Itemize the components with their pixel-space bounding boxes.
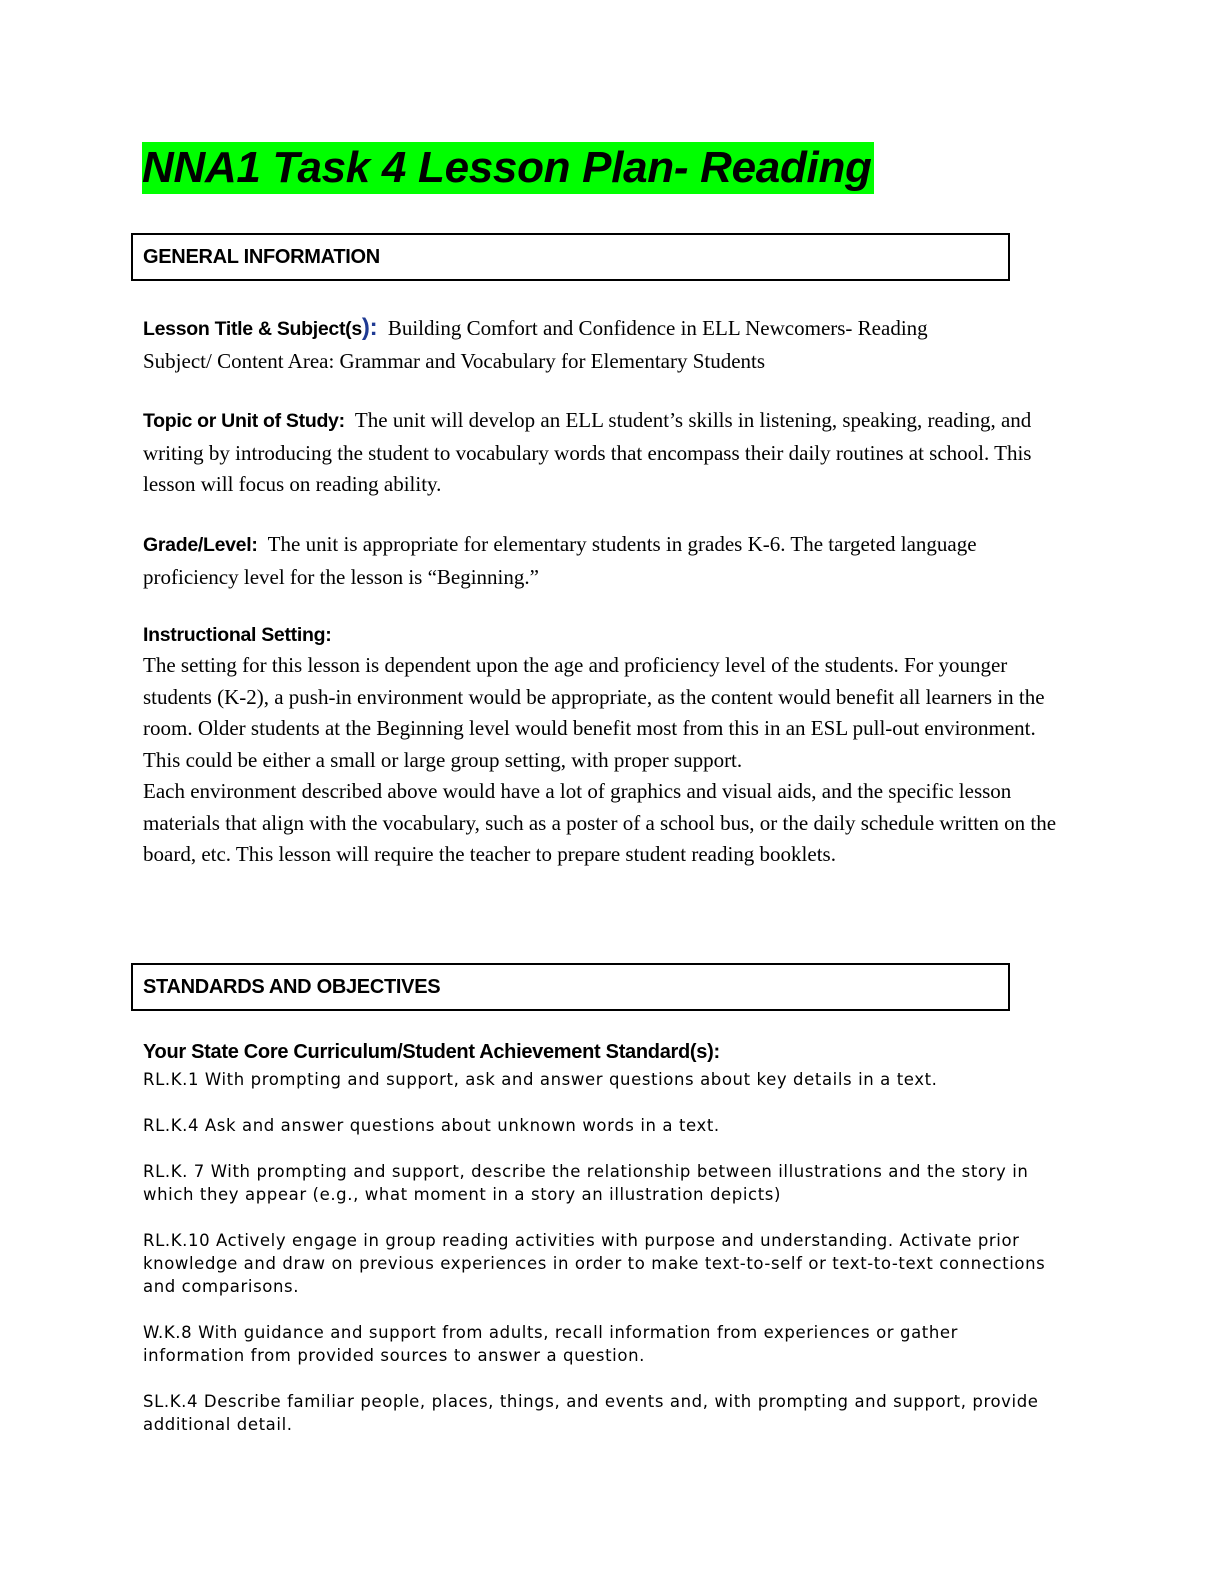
setting-paragraph (143, 650, 1073, 871)
setting-text-1: The setting for this lesson is dependent upon the age and proficiency level of the students. For younger students (K-2), a push-in environment would be appropriate, as the content would benefit all learners in the room. Older students at the Beginning level would benefit most from this in an ESL pull-out environment. This could be either a small or large group setting, with proper support. (143, 653, 1045, 772)
topic-paragraph (143, 405, 1073, 501)
lesson-title-label: Lesson Title & Subject(s): (143, 314, 378, 341)
setting-label-row (143, 619, 1073, 652)
section-header-standards: STANDARDS AND OBJECTIVES (131, 963, 1010, 1011)
standard-item: RL.K. 7 With prompting and support, describe the relationship between illustrations and the story in which they appear (e.g., what moment in a story an illustration depicts) (143, 1162, 1029, 1204)
setting-text-2: Each environment described above would have a lot of graphics and visual aids, and the specific lesson materials that align with the vocabulary, such as a poster of a school bus, or the daily schedule written on the board, etc. This lesson will require the teacher to prepare student reading booklets. (143, 779, 1057, 866)
standard-item: RL.K.1 With prompting and support, ask and answer questions about key details in a text. (143, 1070, 938, 1089)
standard-item: RL.K.4 Ask and answer questions about unknown words in a text. (143, 1116, 720, 1135)
page-title: NNA1 Task 4 Lesson Plan- Reading (142, 142, 874, 194)
standards-label: Your State Core Curriculum/Student Achievement Standard(s): (143, 1041, 720, 1063)
standard-item: RL.K.10 Actively engage in group reading activities with purpose and understanding. Activate prior knowledge and draw on previous experiences in order to make text-to-self or text-to-text connections and comparisons. (143, 1231, 1046, 1296)
standard-item: SL.K.4 Describe familiar people, places, things, and events and, with prompting and support, provide additional detail. (143, 1392, 1039, 1434)
lesson-title-value: Building Comfort and Confidence in ELL Newcomers- Reading (387, 316, 928, 340)
topic-label: Topic or Unit of Study: (143, 410, 345, 432)
grade-text: The unit is appropriate for elementary students in grades K-6. The targeted language proficiency level for the lesson is “Beginning.” (143, 532, 977, 589)
subject-content-area: Subject/ Content Area: Grammar and Vocabulary for Elementary Students (143, 348, 766, 373)
grade-label: Grade/Level (143, 534, 252, 556)
setting-label: Instructional Setting: (143, 624, 332, 646)
section-header-general: GENERAL INFORMATION (131, 233, 1010, 281)
lesson-title-paragraph (143, 312, 1073, 377)
topic-text: The unit will develop an ELL student’s skills in listening, speaking, reading, and writing by introducing the student to vocabulary words that encompass their daily routines at school. This lesson will focus on reading ability. (143, 408, 1032, 496)
standard-item: W.K.8 With guidance and support from adults, recall information from experiences or gather information from provided sources to answer a question. (143, 1323, 959, 1365)
grade-paragraph: Grade/Level: The unit is appropriate for elementary students in grades K-6. The targeted language proficiency level for the lesson is “Beginning.” (143, 532, 977, 589)
